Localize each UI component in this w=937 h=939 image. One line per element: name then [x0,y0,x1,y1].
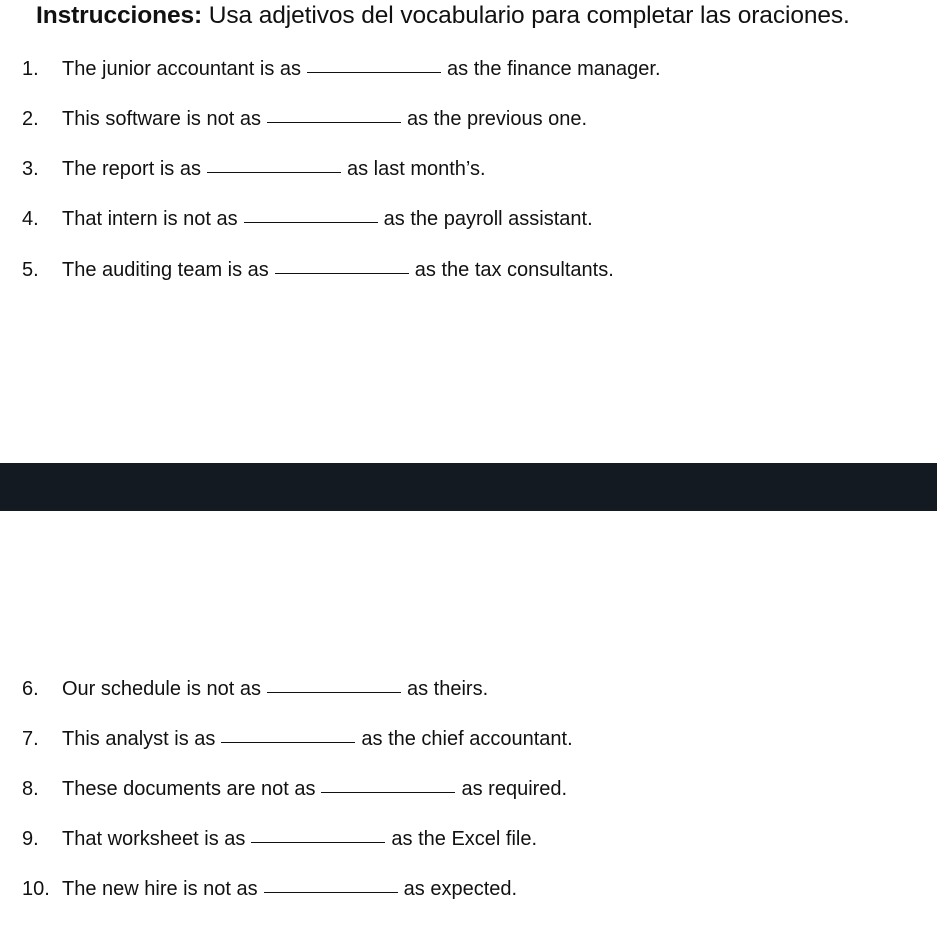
sentence-end: as the Excel file. [391,828,538,850]
sentence-start: That intern is not as [62,208,238,230]
sentence-end: as required. [461,778,568,800]
item-number: 5. [22,259,39,281]
sentence-end: as the previous one. [406,108,588,130]
answer-blank [307,71,441,73]
exercise-item-8 [22,775,567,803]
exercise-item-4 [22,205,593,233]
sentence-start: The report is as [62,158,201,180]
sentence-start: The new hire is not as [62,878,258,900]
item-number: 3. [22,158,39,180]
exercise-item-10 [22,875,517,903]
sentence-end: as last month’s. [346,158,486,180]
answer-blank [244,221,378,223]
exercise-item-7 [22,725,573,753]
exercise-item-2 [22,105,587,133]
instructions-label: Instrucciones: [36,2,203,29]
sentence-start: Our schedule is not as [62,678,261,700]
item-number: 9. [22,828,39,850]
sentence-start: The junior accountant is as [62,58,302,80]
answer-blank [207,171,341,173]
answer-blank [275,272,409,274]
sentence-start: The auditing team is as [62,259,269,281]
item-number: 10. [22,878,50,900]
item-number: 6. [22,678,39,700]
item-number: 4. [22,208,39,230]
sentence-start: That worksheet is as [62,828,246,850]
sentence-start: This analyst is as [62,728,216,750]
answer-blank [251,841,385,843]
sentence-end: as the finance manager. [447,58,661,80]
page-divider-bar [0,463,937,511]
answer-blank [264,891,398,893]
answer-blank [267,691,401,693]
item-number: 2. [22,108,39,130]
exercise-item-5 [22,256,614,284]
instructions-text: Usa adjetivos del vocabulario para completar las oraciones. [208,2,850,29]
sentence-end: as theirs. [407,678,489,700]
exercise-item-3 [22,155,486,183]
sentence-end: as the chief accountant. [361,728,573,750]
item-number: 7. [22,728,39,750]
sentence-start: This software is not as [62,108,261,130]
instructions-heading [36,0,850,32]
answer-blank [321,791,455,793]
sentence-end: as expected. [403,878,518,900]
answer-blank [267,121,401,123]
exercise-item-9 [22,825,537,853]
exercise-item-6 [22,675,488,703]
exercise-item-1 [22,55,661,83]
sentence-start: These documents are not as [62,778,316,800]
answer-blank [221,741,355,743]
sentence-end: as the payroll assistant. [383,208,593,230]
sentence-end: as the tax consultants. [414,259,614,281]
item-number: 1. [22,58,39,80]
item-number: 8. [22,778,39,800]
